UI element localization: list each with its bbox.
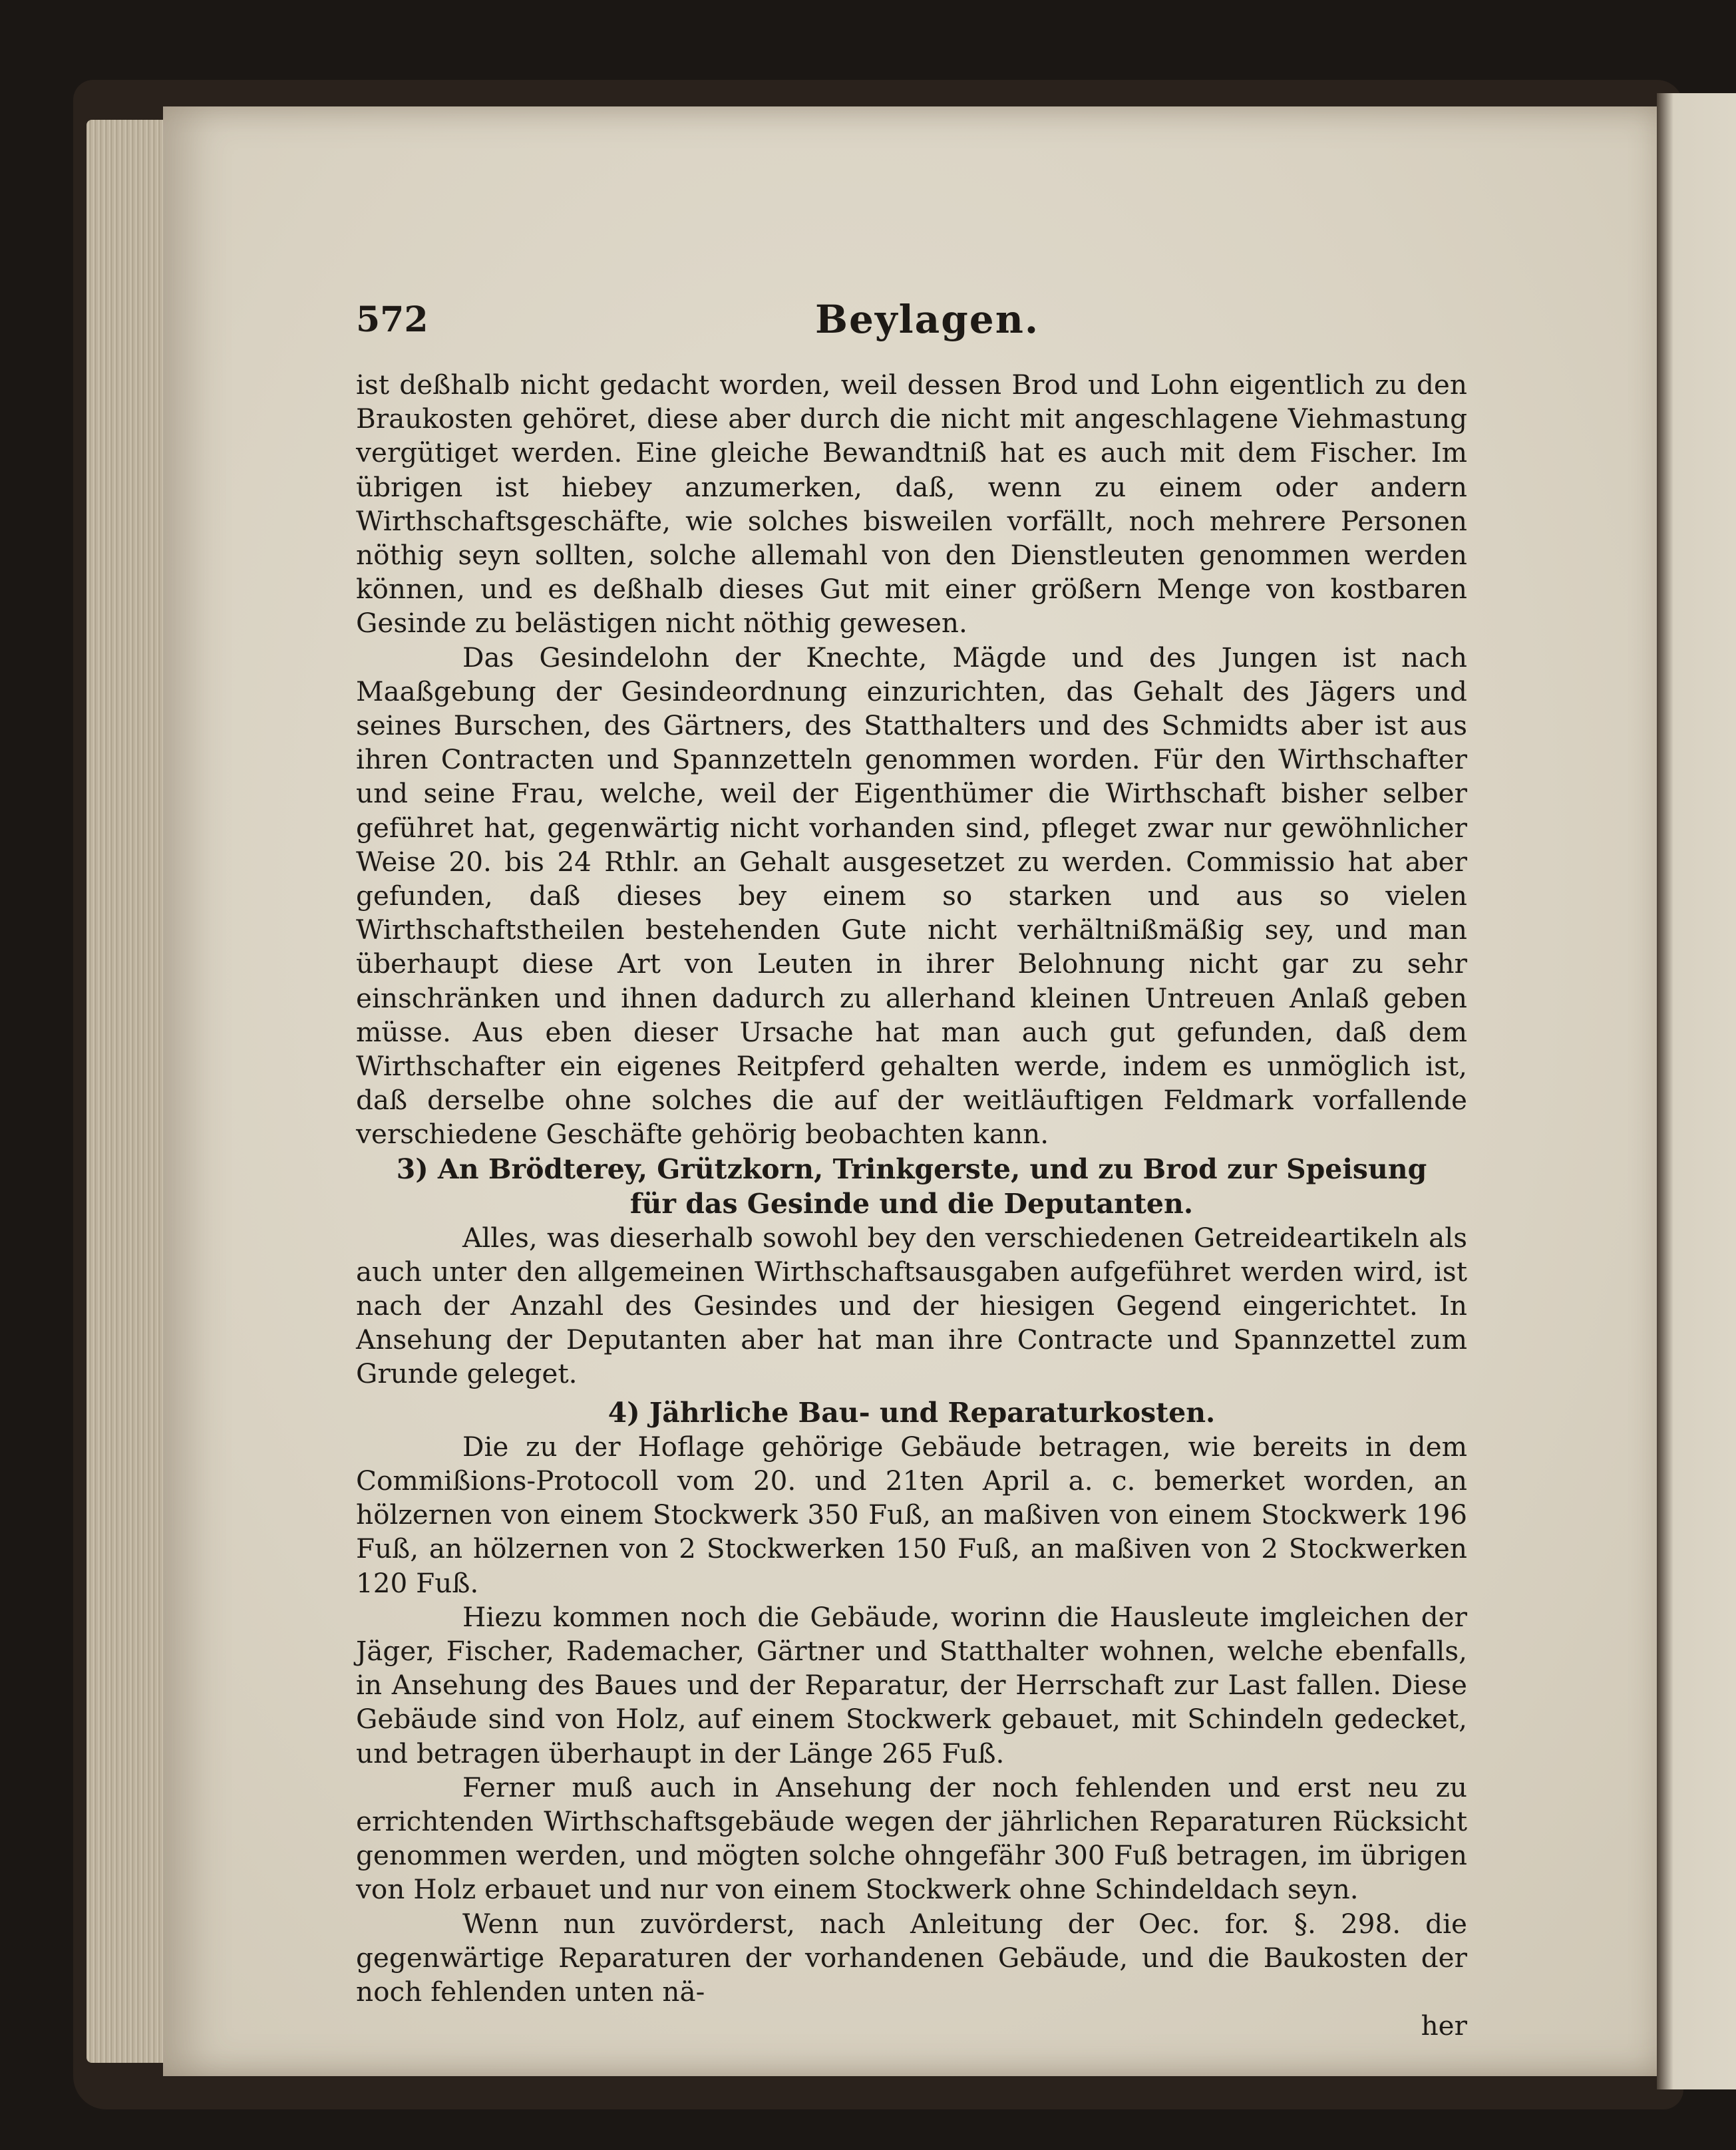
paragraph-7: Wenn nun zuvörderst, nach Anleitung der Oec. for. §. 298. die gegenwärtige Reparaturen der vorhandenen Gebäude, und die Baukosten der noch fehlenden unten nä- [356, 1907, 1467, 2008]
catchword: her [1421, 2010, 1467, 2042]
running-head: Beylagen. [815, 297, 1040, 342]
paragraph-5: Hiezu kommen noch die Gebäude, worinn die Hausleute imgleichen der Jäger, Fischer, Rademacher, Gärtner und Statthalter wohnen, welche ebenfalls, in Ansehung des Baues und der Reparatur, der Herrschaft zur Last fallen. Diese Gebäude sind von Holz, auf einem Stockwerk gebauet, mit Schindeln gedecket, und betragen überhaupt in der Länge 265 Fuß. [356, 1600, 1467, 1769]
page-text [356, 299, 1467, 2043]
paragraph-1: ist deßhalb nicht gedacht worden, weil dessen Brod und Lohn eigentlich zu den Braukosten gehöret, diese aber durch die nicht mit angeschlagene Viehmastung vergütiget werden. Eine gleiche Bewandtniß hat es auch mit dem Fischer. Im übrigen ist hiebey anzumerken, daß, wenn zu einem oder andern Wirthschaftsgeschäfte, wie solches bisweilen vorfällt, noch mehrere Personen nöthig seyn sollten, solche allemahl von den Dienstleuten genommen werden können, und es deßhalb dieses Gut mit einer größern Menge von kostbaren Gesinde zu belästigen nicht nöthig gewesen. [356, 369, 1467, 639]
paragraph-3: Alles, was dieserhalb sowohl bey den verschiedenen Getreideartikeln als auch unter den allgemeinen Wirthschaftsausgaben aufgeführet werden wird, ist nach der Anzahl des Gesindes und der hiesigen Gegend eingerichtet. In Ansehung der Deputanten aber hat man ihre Contracte und Spannzettel zum Grunde geleget. [356, 1221, 1467, 1390]
page-header [356, 299, 1467, 363]
paragraph-6: Ferner muß auch in Ansehung der noch fehlenden und erst neu zu errichtenden Wirthschaftsgebäude wegen der jährlichen Reparaturen Rücksicht genommen werden, und mögten solche ohngefähr 300 Fuß betragen, im übrigen von Holz erbauet und nur von einem Stockwerk ohne Schindeldach seyn. [356, 1771, 1467, 1906]
section-heading-4: 4) Jährliche Bau- und Reparaturkosten. [608, 1396, 1216, 1429]
paragraph-4: Die zu der Hoflage gehörige Gebäude betragen, wie bereits in dem Commißions-Protocoll vom 20. und 21ten April a. c. bemerket worden, an hölzernen von einem Stockwerk 350 Fuß, an maßiven von einem Stockwerk 196 Fuß, an hölzernen von 2 Stockwerken 150 Fuß, an maßiven von 2 Stockwerken 120 Fuß. [356, 1430, 1467, 1599]
page-number: 572 [356, 299, 429, 340]
section-heading-3: 3) An Brödterey, Grützkorn, Trinkgerste, und zu Brod zur Speisung für das Gesinde und die Deputanten. [396, 1153, 1427, 1220]
facing-page-edge [1657, 93, 1736, 2089]
paragraph-2: Das Gesindelohn der Knechte, Mägde und des Jungen ist nach Maaßgebung der Gesindeordnung einzurichten, das Gehalt des Jägers und seines Burschen, des Gärtners, des Statthalters und des Schmidts aber ist aus ihren Contracten und Spannzetteln genommen worden. Für den Wirthschafter und seine Frau, welche, weil der Eigenthümer die Wirthschaft bisher selber geführet hat, gegenwärtig nicht vorhanden sind, pfleget zwar nur gewöhnlicher Weise 20. bis 24 Rthlr. an Gehalt ausgesetzet zu werden. Commissio hat aber gefunden, daß dieses bey einem so starken und aus so vielen Wirthschaftstheilen bestehenden Gute nicht verhältnißmäßig sey, und man überhaupt diese Art von Leuten in ihrer Belohnung nicht gar zu sehr einschränken und ihnen dadurch zu allerhand kleinen Untreuen Anlaß geben müsse. Aus eben dieser Ursache hat man auch gut gefunden, daß dem Wirthschafter ein eigenes Reitpferd gehalten werde, indem es unmöglich ist, daß derselbe ohne solches die auf der weitläuftigen Feldmark vorfallende verschiedene Geschäfte gehörig beobachten kann. [356, 641, 1467, 1151]
page-edges [87, 120, 173, 2063]
